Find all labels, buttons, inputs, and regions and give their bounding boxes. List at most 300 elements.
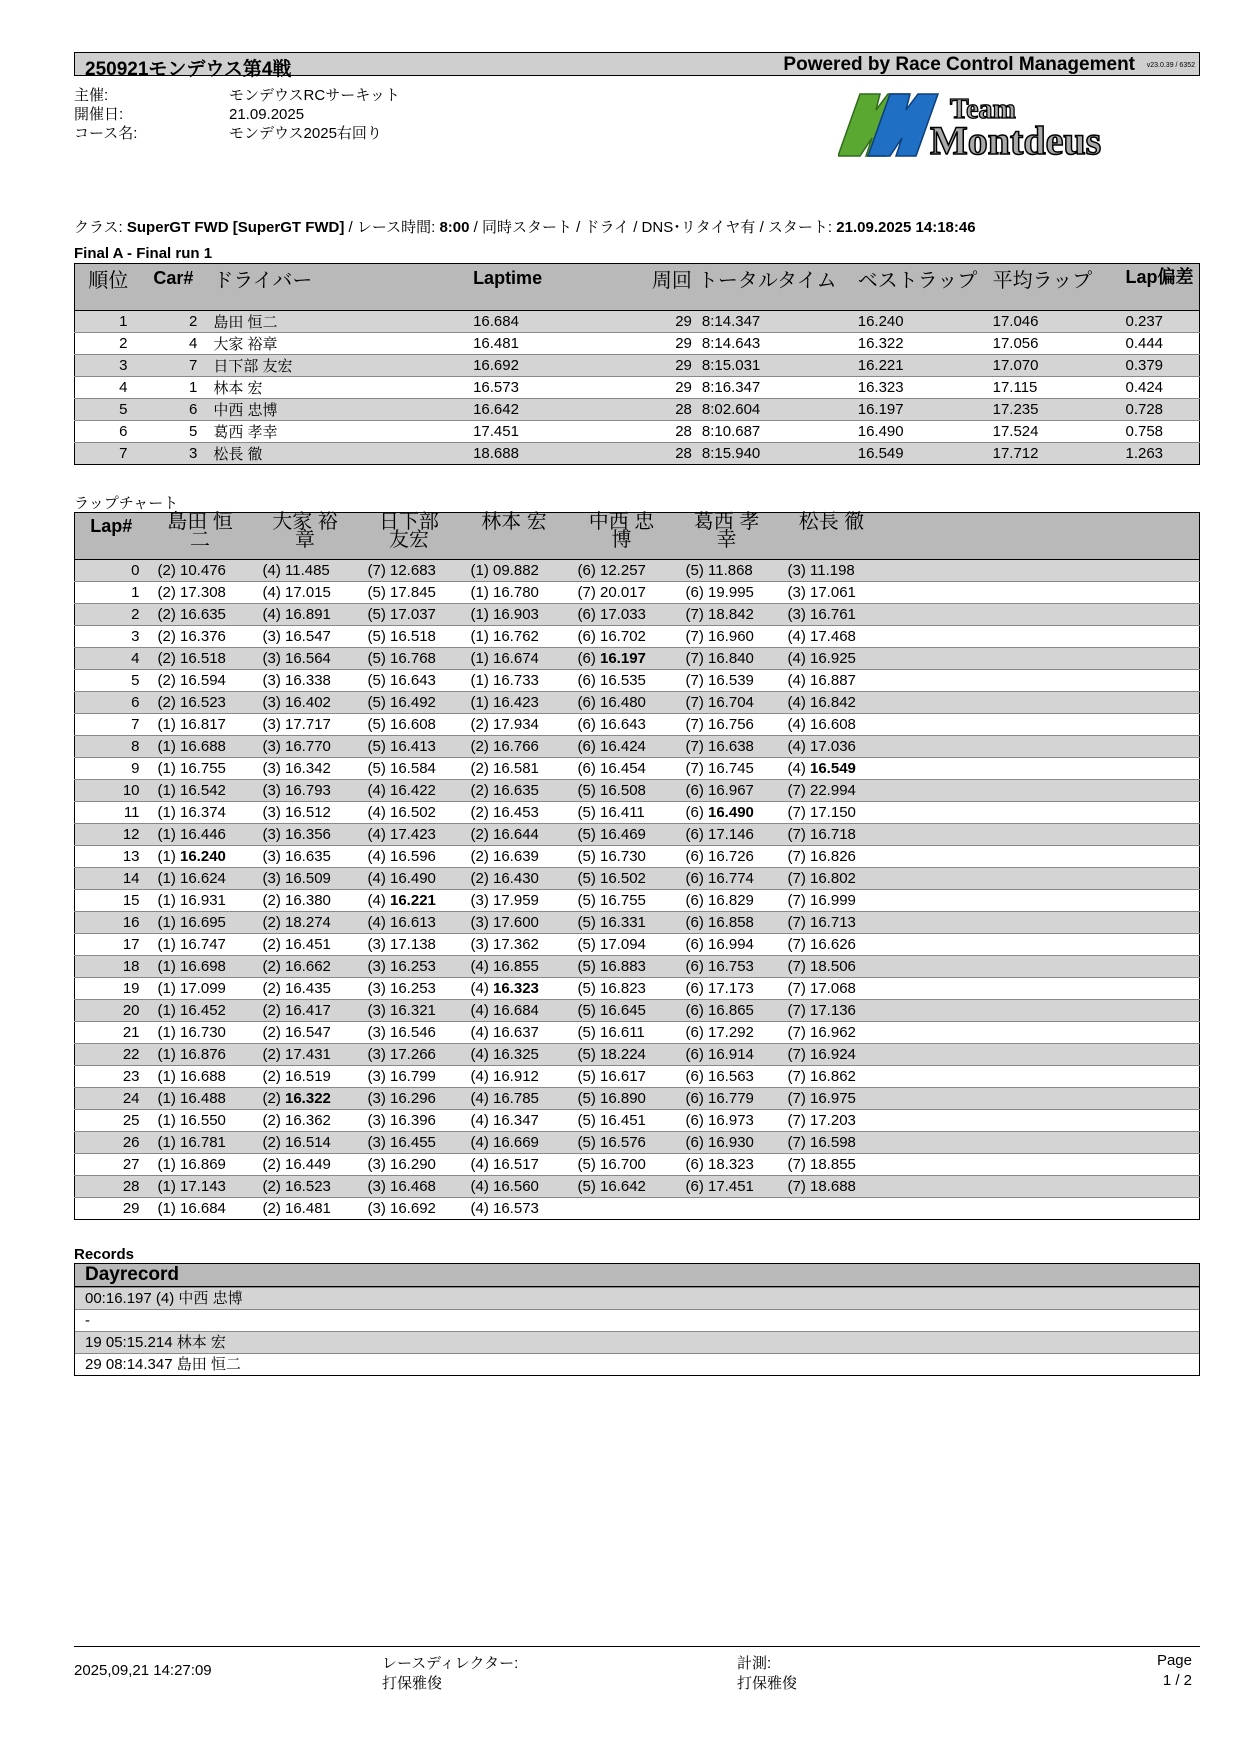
lap-number: 28 — [75, 1176, 148, 1198]
lap-time-cell — [676, 1198, 778, 1220]
lap-row — [75, 912, 1200, 934]
result-car: 4 — [141, 333, 205, 355]
lap-time-cell: (2) 16.523 — [148, 692, 253, 714]
col-driver-1: 大家 裕章 — [253, 513, 358, 560]
col-avg: 平均ラップ — [987, 264, 1120, 311]
lap-time-cell: (3) 17.959 — [461, 890, 568, 912]
lap-time-cell: (6) 16.973 — [676, 1110, 778, 1132]
lap-time-cell: (1) 16.698 — [148, 956, 253, 978]
result-laps: 28 — [620, 421, 692, 443]
record-row: 19 05:15.214 林本 宏 — [75, 1331, 1199, 1353]
col-pos: 順位 — [75, 264, 142, 311]
lap-time-cell: (6) 16.779 — [676, 1088, 778, 1110]
lap-row — [75, 1022, 1200, 1044]
lap-time-cell: (7) 18.688 — [778, 1176, 886, 1198]
event-info — [74, 86, 400, 143]
lap-time-cell: (2) 18.274 — [253, 912, 358, 934]
lap-filler — [886, 890, 1200, 912]
lap-time-cell: (3) 16.692 — [358, 1198, 461, 1220]
lap-time-cell: (4) 17.423 — [358, 824, 461, 846]
lap-row — [75, 1088, 1200, 1110]
lap-time-cell: (6) 16.490 — [676, 802, 778, 824]
lap-time-cell: (7) 20.017 — [568, 582, 676, 604]
lap-time-cell: (1) 16.733 — [461, 670, 568, 692]
lap-time-cell: (7) 17.150 — [778, 802, 886, 824]
lap-time-cell: (3) 17.717 — [253, 714, 358, 736]
best-lap-highlight: 16.322 — [285, 1090, 331, 1107]
lap-row — [75, 846, 1200, 868]
lap-time-cell: (1) 16.876 — [148, 1044, 253, 1066]
director-name: 打保雅俊 — [382, 1675, 443, 1692]
lap-time-cell: (2) 10.476 — [148, 560, 253, 582]
lap-time-cell: (6) 16.197 — [568, 648, 676, 670]
lap-number: 24 — [75, 1088, 148, 1110]
lap-time-cell: (4) 16.785 — [461, 1088, 568, 1110]
lap-time-cell: (2) 16.453 — [461, 802, 568, 824]
lap-row — [75, 648, 1200, 670]
lap-filler — [886, 1154, 1200, 1176]
lap-time-cell: (4) 16.613 — [358, 912, 461, 934]
lap-time-cell: (2) 16.481 — [253, 1198, 358, 1220]
timing-label: 計測: — [737, 1655, 772, 1672]
lap-time-cell: (3) 17.138 — [358, 934, 461, 956]
lap-time-cell: (4) 17.015 — [253, 582, 358, 604]
best-lap-highlight: 16.197 — [600, 650, 646, 667]
result-laps: 29 — [620, 333, 692, 355]
result-pos: 7 — [75, 443, 142, 465]
lap-time-cell: (4) 16.925 — [778, 648, 886, 670]
records-header: Dayrecord — [75, 1264, 1199, 1287]
lap-time-cell: (1) 16.452 — [148, 1000, 253, 1022]
lap-time-cell: (2) 16.635 — [461, 780, 568, 802]
lap-time-cell: (5) 16.755 — [568, 890, 676, 912]
result-total: 8:16.347 — [692, 377, 852, 399]
lap-time-cell: (3) 16.635 — [253, 846, 358, 868]
lap-filler — [886, 1088, 1200, 1110]
lap-time-cell: (5) 16.883 — [568, 956, 676, 978]
best-lap-highlight: 16.490 — [708, 804, 754, 821]
result-pos: 4 — [75, 377, 142, 399]
start-time: 21.09.2025 14:18:46 — [836, 219, 976, 236]
lap-filler — [886, 934, 1200, 956]
lap-time-cell: (7) 16.713 — [778, 912, 886, 934]
lap-time-cell: (5) 16.508 — [568, 780, 676, 802]
lap-filler — [886, 582, 1200, 604]
col-driver-2: 日下部 友宏 — [358, 513, 461, 560]
lap-time-cell: (3) 16.290 — [358, 1154, 461, 1176]
lap-time-cell: (4) 16.517 — [461, 1154, 568, 1176]
result-dev: 0.424 — [1119, 377, 1199, 399]
result-row — [75, 355, 1200, 377]
lap-time-cell: (5) 16.584 — [358, 758, 461, 780]
lap-time-cell: (1) 16.781 — [148, 1132, 253, 1154]
lap-time-cell: (5) 16.413 — [358, 736, 461, 758]
lap-time-cell: (2) 16.518 — [148, 648, 253, 670]
lap-time-cell: (5) 16.331 — [568, 912, 676, 934]
lap-number: 8 — [75, 736, 148, 758]
lap-filler — [886, 802, 1200, 824]
lap-time-cell: (6) 16.930 — [676, 1132, 778, 1154]
lap-time-cell: (3) 17.266 — [358, 1044, 461, 1066]
result-avg: 17.524 — [987, 421, 1120, 443]
lap-time-cell: (4) 16.422 — [358, 780, 461, 802]
team-montdeus-logo — [838, 88, 1178, 163]
lap-time-cell: (4) 16.323 — [461, 978, 568, 1000]
lap-time-cell: (7) 16.626 — [778, 934, 886, 956]
col-best: ベストラップ — [852, 264, 987, 311]
lap-time-cell: (1) 16.488 — [148, 1088, 253, 1110]
lap-time-cell: (4) 17.468 — [778, 626, 886, 648]
result-row — [75, 443, 1200, 465]
lap-time-cell: (6) 16.865 — [676, 1000, 778, 1022]
lap-time-cell — [778, 1198, 886, 1220]
result-avg: 17.056 — [987, 333, 1120, 355]
results-table — [74, 263, 1200, 465]
lap-number: 9 — [75, 758, 148, 780]
lap-time-cell: (2) 16.547 — [253, 1022, 358, 1044]
lap-number: 2 — [75, 604, 148, 626]
info-label: コース名: — [74, 125, 138, 142]
lap-time-cell: (4) 16.912 — [461, 1066, 568, 1088]
record-row: - — [75, 1309, 1199, 1331]
result-dev: 0.444 — [1119, 333, 1199, 355]
timing-name: 打保雅俊 — [737, 1675, 798, 1692]
lap-time-cell: (7) 18.506 — [778, 956, 886, 978]
lap-time-cell: (4) 16.221 — [358, 890, 461, 912]
result-avg: 17.046 — [987, 311, 1120, 333]
lap-number: 1 — [75, 582, 148, 604]
lap-time-cell: (2) 17.934 — [461, 714, 568, 736]
records-table — [74, 1263, 1200, 1376]
lap-time-cell: (7) 16.962 — [778, 1022, 886, 1044]
lap-row — [75, 560, 1200, 582]
lap-time-cell: (6) 16.702 — [568, 626, 676, 648]
lap-time-cell: (1) 16.695 — [148, 912, 253, 934]
lap-number: 4 — [75, 648, 148, 670]
lap-filler — [886, 956, 1200, 978]
lap-time-cell: (2) 16.581 — [461, 758, 568, 780]
page-number: 1 / 2 — [1162, 1672, 1192, 1689]
lap-filler — [886, 1022, 1200, 1044]
lap-filler — [886, 846, 1200, 868]
lap-row — [75, 1044, 1200, 1066]
result-car: 2 — [141, 311, 205, 333]
class-prefix: クラス: — [74, 219, 127, 236]
result-best: 16.197 — [852, 399, 987, 421]
lap-time-cell: (2) 16.430 — [461, 868, 568, 890]
lap-time-cell: (4) 16.887 — [778, 670, 886, 692]
lap-time-cell: (7) 18.842 — [676, 604, 778, 626]
lap-row — [75, 890, 1200, 912]
result-laptime: 18.688 — [465, 443, 620, 465]
lap-time-cell: (6) 16.774 — [676, 868, 778, 890]
lap-time-cell: (6) 12.257 — [568, 560, 676, 582]
result-best: 16.549 — [852, 443, 987, 465]
lap-time-cell: (5) 16.469 — [568, 824, 676, 846]
lap-time-cell: (5) 16.645 — [568, 1000, 676, 1022]
lap-time-cell: (5) 16.643 — [358, 670, 461, 692]
lap-time-cell: (4) 16.502 — [358, 802, 461, 824]
result-best: 16.490 — [852, 421, 987, 443]
result-best: 16.323 — [852, 377, 987, 399]
result-pos: 3 — [75, 355, 142, 377]
page-label: Page — [1156, 1652, 1192, 1669]
lap-time-cell: (3) 16.770 — [253, 736, 358, 758]
event-title: 250921モンデウス第4戦 — [85, 59, 292, 80]
lap-time-cell: (4) 16.596 — [358, 846, 461, 868]
lap-filler — [886, 604, 1200, 626]
result-row — [75, 311, 1200, 333]
col-car: Car# — [141, 264, 205, 311]
lap-number: 10 — [75, 780, 148, 802]
lap-number: 26 — [75, 1132, 148, 1154]
lap-time-cell: (4) 16.637 — [461, 1022, 568, 1044]
lap-time-cell: (4) 16.560 — [461, 1176, 568, 1198]
result-driver: 葛西 孝幸 — [205, 421, 465, 443]
col-driver-5: 葛西 孝幸 — [676, 513, 778, 560]
info-label: 主催: — [74, 87, 109, 104]
lap-time-cell: (2) 16.644 — [461, 824, 568, 846]
director-label: レースディレクター: — [382, 1655, 519, 1672]
col-driver-0: 島田 恒二 — [148, 513, 253, 560]
lap-time-cell: (7) 16.924 — [778, 1044, 886, 1066]
lap-time-cell: (7) 16.598 — [778, 1132, 886, 1154]
result-best: 16.240 — [852, 311, 987, 333]
col-driver-3: 林本 宏 — [461, 513, 568, 560]
lap-time-cell: (3) 16.793 — [253, 780, 358, 802]
lap-time-cell: (6) 16.726 — [676, 846, 778, 868]
lap-time-cell: (7) 12.683 — [358, 560, 461, 582]
lap-time-cell: (3) 17.600 — [461, 912, 568, 934]
lap-row — [75, 802, 1200, 824]
lap-time-cell: (1) 16.446 — [148, 824, 253, 846]
lap-row — [75, 868, 1200, 890]
lap-row — [75, 670, 1200, 692]
lap-row — [75, 758, 1200, 780]
col-laptime: Laptime — [465, 264, 620, 311]
lap-time-cell: (4) 16.325 — [461, 1044, 568, 1066]
result-avg: 17.070 — [987, 355, 1120, 377]
result-car: 7 — [141, 355, 205, 377]
lap-time-cell: (6) 16.424 — [568, 736, 676, 758]
col-driver: ドライバー — [205, 264, 465, 311]
lap-time-cell: (6) 16.753 — [676, 956, 778, 978]
title-bar — [74, 52, 1200, 80]
lap-filler — [886, 670, 1200, 692]
result-dev: 0.237 — [1119, 311, 1199, 333]
lap-time-cell: (7) 16.638 — [676, 736, 778, 758]
lap-number: 18 — [75, 956, 148, 978]
start-label: / 同時スタート / ドライ / DNS･リタイヤ有 / スタート: — [469, 219, 837, 236]
lap-time-cell: (1) 16.730 — [148, 1022, 253, 1044]
lap-number: 20 — [75, 1000, 148, 1022]
lap-time-cell: (6) 19.995 — [676, 582, 778, 604]
col-filler — [886, 513, 1200, 560]
lap-time-cell: (6) 17.292 — [676, 1022, 778, 1044]
lap-time-cell: (5) 11.868 — [676, 560, 778, 582]
lap-row — [75, 978, 1200, 1000]
lap-time-cell: (7) 16.704 — [676, 692, 778, 714]
lap-time-cell: (6) 16.454 — [568, 758, 676, 780]
lap-number: 25 — [75, 1110, 148, 1132]
result-best: 16.221 — [852, 355, 987, 377]
best-lap-highlight: 16.323 — [493, 980, 539, 997]
lapchart-title: ラップチャート — [74, 495, 179, 512]
lap-time-cell: (7) 16.802 — [778, 868, 886, 890]
lap-number: 15 — [75, 890, 148, 912]
lap-time-cell: (7) 16.745 — [676, 758, 778, 780]
record-row: 29 08:14.347 島田 恒二 — [75, 1353, 1199, 1375]
lap-time-cell: (3) 16.546 — [358, 1022, 461, 1044]
result-avg: 17.235 — [987, 399, 1120, 421]
lap-time-cell: (1) 09.882 — [461, 560, 568, 582]
lap-time-cell: (1) 16.747 — [148, 934, 253, 956]
result-row — [75, 399, 1200, 421]
lap-time-cell: (1) 16.688 — [148, 736, 253, 758]
class-name: SuperGT FWD [SuperGT FWD] — [126, 219, 345, 236]
lap-time-cell: (7) 16.718 — [778, 824, 886, 846]
result-laps: 28 — [620, 443, 692, 465]
lap-time-cell: (7) 16.826 — [778, 846, 886, 868]
lap-row — [75, 692, 1200, 714]
lap-time-cell: (7) 16.539 — [676, 670, 778, 692]
lap-time-cell: (1) 17.099 — [148, 978, 253, 1000]
lap-time-cell: (6) 16.643 — [568, 714, 676, 736]
lap-time-cell: (2) 16.639 — [461, 846, 568, 868]
lap-time-cell: (6) 16.829 — [676, 890, 778, 912]
lap-time-cell: (1) 16.240 — [148, 846, 253, 868]
logo-text-montdeus: Montdeus — [930, 118, 1102, 163]
lap-row — [75, 604, 1200, 626]
lap-time-cell: (2) 16.362 — [253, 1110, 358, 1132]
lap-number: 17 — [75, 934, 148, 956]
result-total: 8:02.604 — [692, 399, 852, 421]
lap-time-cell: (5) 16.451 — [568, 1110, 676, 1132]
lap-row — [75, 956, 1200, 978]
result-laps: 29 — [620, 377, 692, 399]
footer-datetime: 2025,09,21 14:27:09 — [74, 1662, 212, 1679]
lap-time-cell: (6) 16.967 — [676, 780, 778, 802]
lap-time-cell: (3) 16.321 — [358, 1000, 461, 1022]
lap-time-cell: (4) 17.036 — [778, 736, 886, 758]
lap-time-cell: (4) 16.608 — [778, 714, 886, 736]
lap-time-cell: (7) 18.855 — [778, 1154, 886, 1176]
lap-time-cell: (1) 16.903 — [461, 604, 568, 626]
lap-filler — [886, 736, 1200, 758]
lap-filler — [886, 714, 1200, 736]
result-car: 5 — [141, 421, 205, 443]
lap-time-cell: (3) 16.455 — [358, 1132, 461, 1154]
best-lap-highlight: 16.240 — [180, 848, 226, 865]
lap-time-cell: (6) 16.994 — [676, 934, 778, 956]
lap-time-cell: (4) 16.669 — [461, 1132, 568, 1154]
col-lap-number: Lap# — [75, 513, 148, 560]
lap-number: 6 — [75, 692, 148, 714]
lap-filler — [886, 1044, 1200, 1066]
lap-time-cell: (6) 16.858 — [676, 912, 778, 934]
lap-time-cell: (6) 16.480 — [568, 692, 676, 714]
lap-time-cell: (2) 17.431 — [253, 1044, 358, 1066]
result-pos: 5 — [75, 399, 142, 421]
lap-time-cell: (6) 18.323 — [676, 1154, 778, 1176]
lap-number: 21 — [75, 1022, 148, 1044]
lap-time-cell: (1) 16.755 — [148, 758, 253, 780]
lap-time-cell: (3) 16.761 — [778, 604, 886, 626]
lap-time-cell: (3) 17.362 — [461, 934, 568, 956]
lap-row — [75, 582, 1200, 604]
col-dev: Lap偏差 — [1119, 264, 1199, 311]
lap-filler — [886, 1110, 1200, 1132]
lap-filler — [886, 978, 1200, 1000]
lap-row — [75, 1154, 1200, 1176]
lap-time-cell: (3) 16.296 — [358, 1088, 461, 1110]
final-label: Final A - Final run 1 — [74, 245, 213, 262]
lap-time-cell: (7) 16.999 — [778, 890, 886, 912]
lap-time-cell: (4) 16.347 — [461, 1110, 568, 1132]
result-total: 8:10.687 — [692, 421, 852, 443]
lap-time-cell: (3) 16.402 — [253, 692, 358, 714]
lap-time-cell: (3) 17.061 — [778, 582, 886, 604]
lap-row — [75, 824, 1200, 846]
lap-row — [75, 1066, 1200, 1088]
lap-time-cell: (5) 17.845 — [358, 582, 461, 604]
lap-filler — [886, 692, 1200, 714]
lap-time-cell: (6) 17.033 — [568, 604, 676, 626]
result-avg: 17.712 — [987, 443, 1120, 465]
lap-time-cell: (5) 16.502 — [568, 868, 676, 890]
lap-filler — [886, 626, 1200, 648]
result-total: 8:14.347 — [692, 311, 852, 333]
lap-row — [75, 780, 1200, 802]
col-driver-4: 中西 忠博 — [568, 513, 676, 560]
lap-filler — [886, 648, 1200, 670]
lap-time-cell: (4) 16.549 — [778, 758, 886, 780]
result-total: 8:15.031 — [692, 355, 852, 377]
result-pos: 6 — [75, 421, 142, 443]
lap-time-cell: (1) 16.688 — [148, 1066, 253, 1088]
lap-time-cell: (3) 16.253 — [358, 956, 461, 978]
info-label: 開催日: — [74, 106, 124, 123]
result-dev: 0.379 — [1119, 355, 1199, 377]
result-row — [75, 333, 1200, 355]
lap-time-cell: (3) 16.547 — [253, 626, 358, 648]
result-car: 3 — [141, 443, 205, 465]
lap-number: 19 — [75, 978, 148, 1000]
lap-time-cell: (2) 17.308 — [148, 582, 253, 604]
lap-time-cell: (3) 16.799 — [358, 1066, 461, 1088]
records-label: Records — [74, 1246, 135, 1263]
lap-time-cell: (3) 16.338 — [253, 670, 358, 692]
result-dev: 1.263 — [1119, 443, 1199, 465]
result-laptime: 16.481 — [465, 333, 620, 355]
lap-time-cell: (6) 17.451 — [676, 1176, 778, 1198]
lap-number: 7 — [75, 714, 148, 736]
result-pos: 1 — [75, 311, 142, 333]
lap-time-cell: (5) 18.224 — [568, 1044, 676, 1066]
lap-time-cell: (4) 16.573 — [461, 1198, 568, 1220]
lap-number: 16 — [75, 912, 148, 934]
result-laptime: 16.642 — [465, 399, 620, 421]
lap-number: 12 — [75, 824, 148, 846]
result-pos: 2 — [75, 333, 142, 355]
lap-time-cell: (4) 16.891 — [253, 604, 358, 626]
info-value: モンデウス2025右回り — [229, 125, 382, 142]
lap-time-cell: (2) 16.523 — [253, 1176, 358, 1198]
lap-filler — [886, 1066, 1200, 1088]
lap-time-cell: (6) 16.563 — [676, 1066, 778, 1088]
lap-time-cell: (4) 16.684 — [461, 1000, 568, 1022]
lap-row — [75, 1198, 1200, 1220]
